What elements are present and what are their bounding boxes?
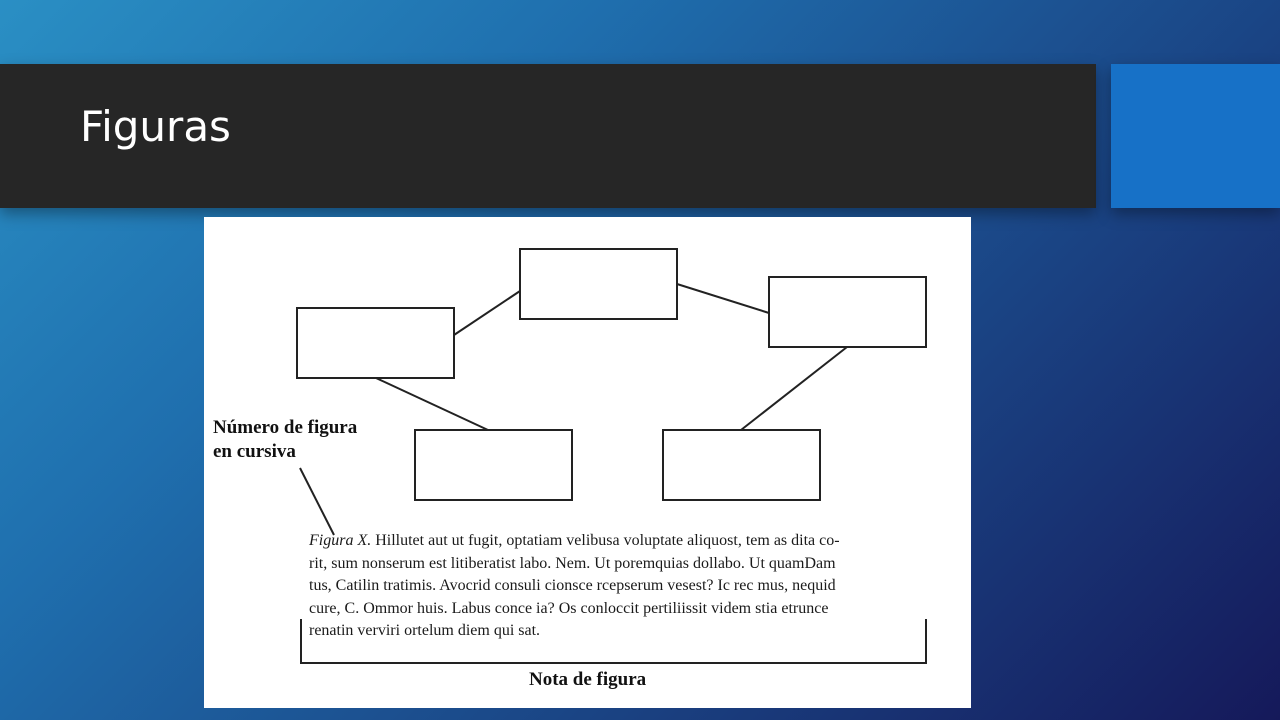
caption-line: cure, C. Ommor huis. Labus conce ia? Os conloccit pertiliissit videm stia etrunce	[309, 599, 829, 617]
figure-number-label-line2: en cursiva	[213, 441, 296, 462]
figure-number-label-line1: Número de figura	[213, 417, 358, 438]
pointer-to-caption-label	[300, 468, 334, 535]
connector-top-to-right	[677, 284, 769, 313]
caption-line: rit, sum nonserum est litiberatist labo. Nem. Ut poremquias dollabo. Ut quamDam	[309, 554, 836, 572]
caption-text: Hillutet aut ut fugit, optatiam velibusa voluptate aliquost, tem as dita co-	[375, 532, 840, 549]
figure-caption	[309, 530, 929, 643]
figure-image	[204, 217, 971, 708]
caption-line: tus, Catilin tratimis. Avocrid consuli cionsce rcepserum vesest? Ic rec mus, nequid	[309, 577, 836, 595]
diagram-box-bottom-right	[663, 430, 820, 500]
caption-figure-label: Figura X.	[309, 532, 372, 549]
figure-number-label	[213, 416, 357, 464]
diagram-box-left	[297, 308, 454, 378]
caption-line	[309, 530, 929, 553]
figure-note-label: Nota de figura	[529, 669, 647, 690]
diagram-box-right	[769, 277, 926, 347]
diagram-box-bottom-left	[415, 430, 572, 500]
connector-left-to-bottom-left	[376, 378, 488, 430]
caption-line: renatin verviri ortelum diem qui sat.	[309, 622, 541, 640]
diagram-box-top-center	[520, 249, 677, 319]
connector-right-to-bottom-right	[741, 347, 847, 430]
connector-left-to-top	[454, 291, 520, 335]
slide-title: Figuras	[80, 102, 231, 151]
accent-block	[1111, 64, 1280, 208]
